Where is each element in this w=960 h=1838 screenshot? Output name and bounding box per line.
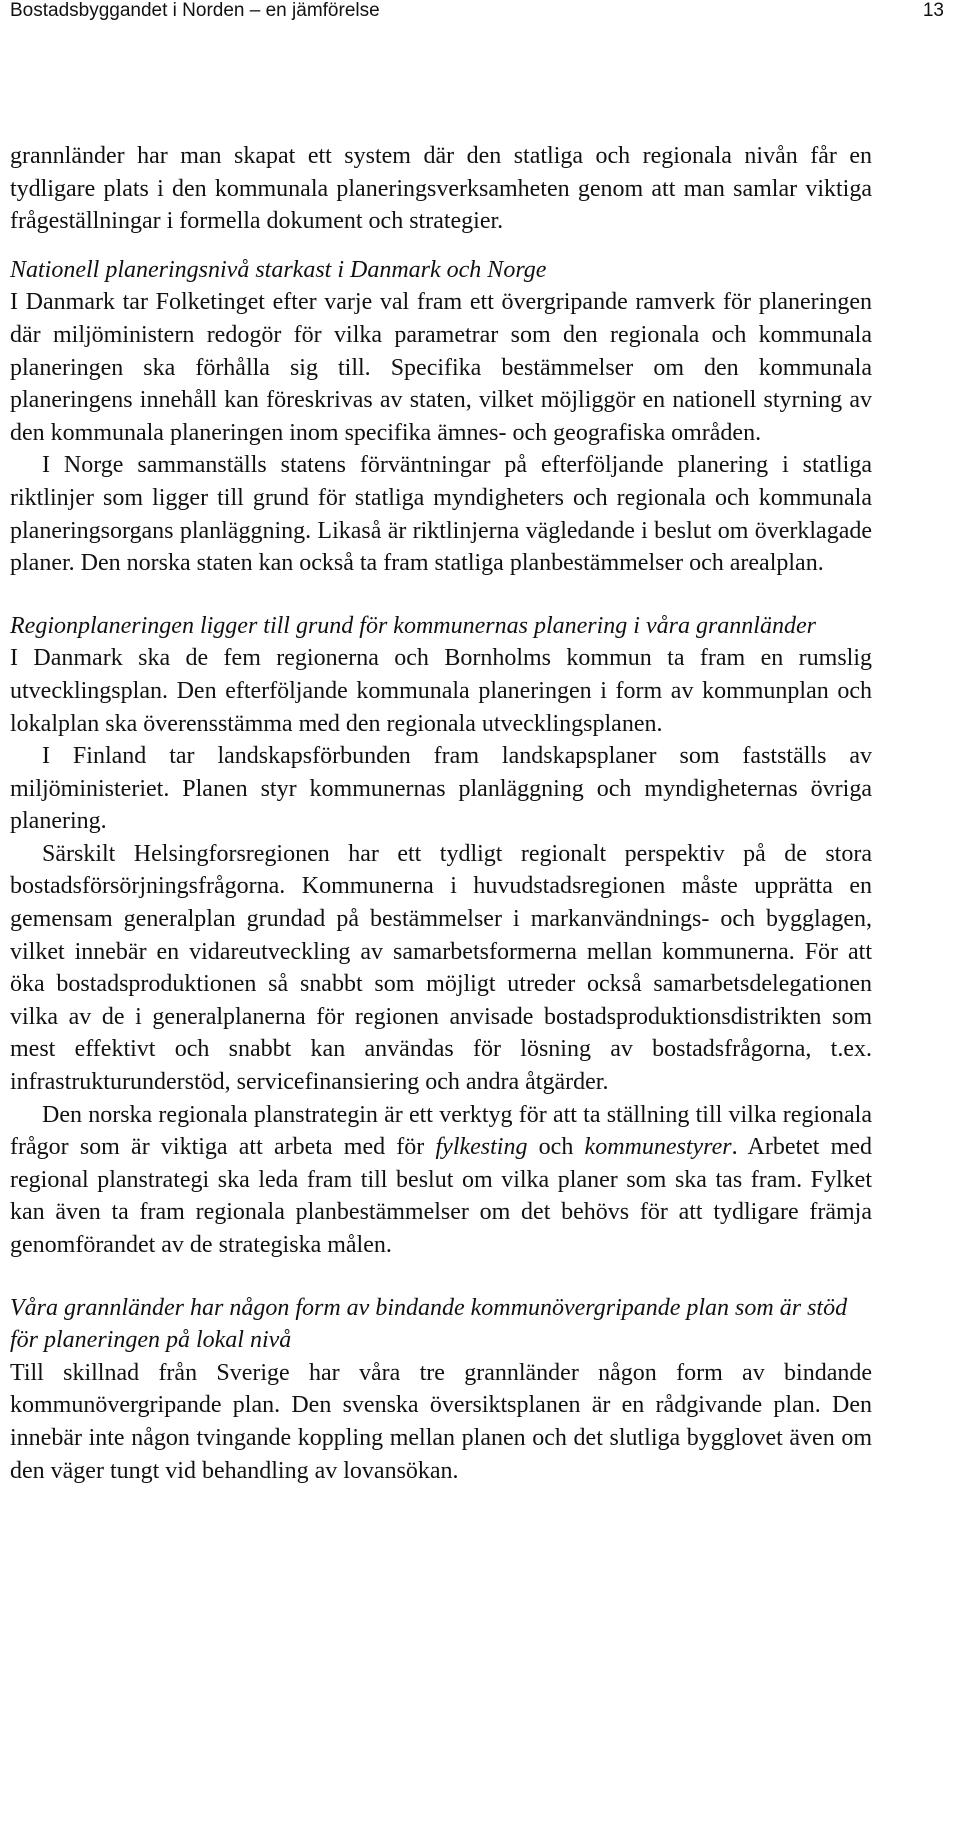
paragraph-denmark-national: I Danmark tar Folketinget efter varje val fram ett övergripande ramverk för planeringen där miljöministern redogör för vilka parametrar som den regionala och kommunala planeringen ska förhålla sig till. Specifika bestämmelser om den kommunala planeringens innehåll kan föreskrivas av staten, vilket möjliggör en nationell styrning av den kommunala planeringen inom specifika ämnes- och geografiska områden.: [10, 289, 872, 446]
paragraph-norway-national: I Norge sammanställs statens förväntningar på efterföljande planering i statliga riktlinjer som ligger till grund för statliga myndigheters och regionala och kommunala planeringsorgans planläggning. Likaså är riktlinjerna vägledande i beslut om överklagade planer. Den norska staten kan också ta fram statliga planbestämmelser och arealplan.: [10, 452, 872, 577]
section-heading-national-planning: Nationell planeringsnivå starkast i Danmark och Norge: [10, 256, 547, 283]
paragraph-denmark-regional: I Danmark ska de fem regionerna och Bornholms kommun ta fram en rumslig utvecklingsplan. Den efterföljande kommunala planeringen i form av kommunplan och lokalplan ska överensstämma med den regionala utvecklingsplanen.: [10, 645, 872, 737]
text-run: . Arbetet med regional planstrategi ska leda fram till beslut om vilka planer som ska tas fram. Fylket kan även ta fram regionala planbestämmelser om det behövs för att tydligare främja genomförandet av de strategiska målen.: [10, 1134, 872, 1258]
section-heading-binding-plan: Våra grannländer har någon form av bindande kommunövergripande plan som är stöd för planeringen på lokal nivå: [10, 1294, 848, 1354]
document-body: [10, 140, 872, 1487]
section-heading-regional-planning: Regionplaneringen ligger till grund för kommunernas planering i våra grannländer: [10, 612, 816, 639]
paragraph-finland-regional: I Finland tar landskapsförbunden fram landskapsplaner som fastställs av miljöministeriet. Planen styr kommunernas planläggning och myndigheternas övriga planering.: [10, 743, 872, 835]
term-fylkesting: fylkesting: [435, 1134, 528, 1161]
paragraph-norway-regional: [10, 1099, 872, 1262]
paragraph-binding-plan: Till skillnad från Sverige har våra tre grannländer någon form av bindande kommunövergripande plan. Den svenska översiktsplanen är en rådgivande plan. Den innebär inte någon tvingande koppling mellan planen och det slutliga bygglovet även om den väger tungt vid behandling av lovansökan.: [10, 1359, 872, 1484]
text-run: och: [527, 1134, 585, 1161]
text-run: Den norska regionala planstrategin är ett verktyg för att ta ställning till vilka regionala frågor som är viktiga att arbeta med för: [10, 1101, 872, 1161]
paragraph-helsinki-region: Särskilt Helsingforsregionen har ett tydligt regionalt perspektiv på de stora bostadsförsörjningsfrågorna. Kommunerna i huvudstadsregionen måste upprätta en gemensam generalplan grundad på bestämmelser i markanvändnings- och bygglagen, vilket innebär en vidareutveckling av samarbetsformerna mellan kommunerna. För att öka bostadsproduktionen så snabbt som möjligt utreder också samarbetsdelegationen vilka av de i generalplanerna för regionen anvisade bostadsproduktionsdistrikten som mest effektivt och snabbt kan användas för lösning av bostadsfrågorna, t.ex. infrastrukturunderstöd, servicefinansiering och andra åtgärder.: [10, 840, 872, 1096]
intro-paragraph: grannländer har man skapat ett system där den statliga och regionala nivån får en tydligare plats i den kommunala planeringsverksamheten genom att man samlar viktiga frågeställningar i formella dokument och strategier.: [10, 143, 872, 235]
page-header: [0, 0, 960, 40]
document-title: Bostadsbyggandet i Norden – en jämförelse: [10, 0, 380, 21]
page-number: 13: [922, 0, 944, 21]
term-kommunestyrer: kommunestyrer: [584, 1134, 732, 1161]
